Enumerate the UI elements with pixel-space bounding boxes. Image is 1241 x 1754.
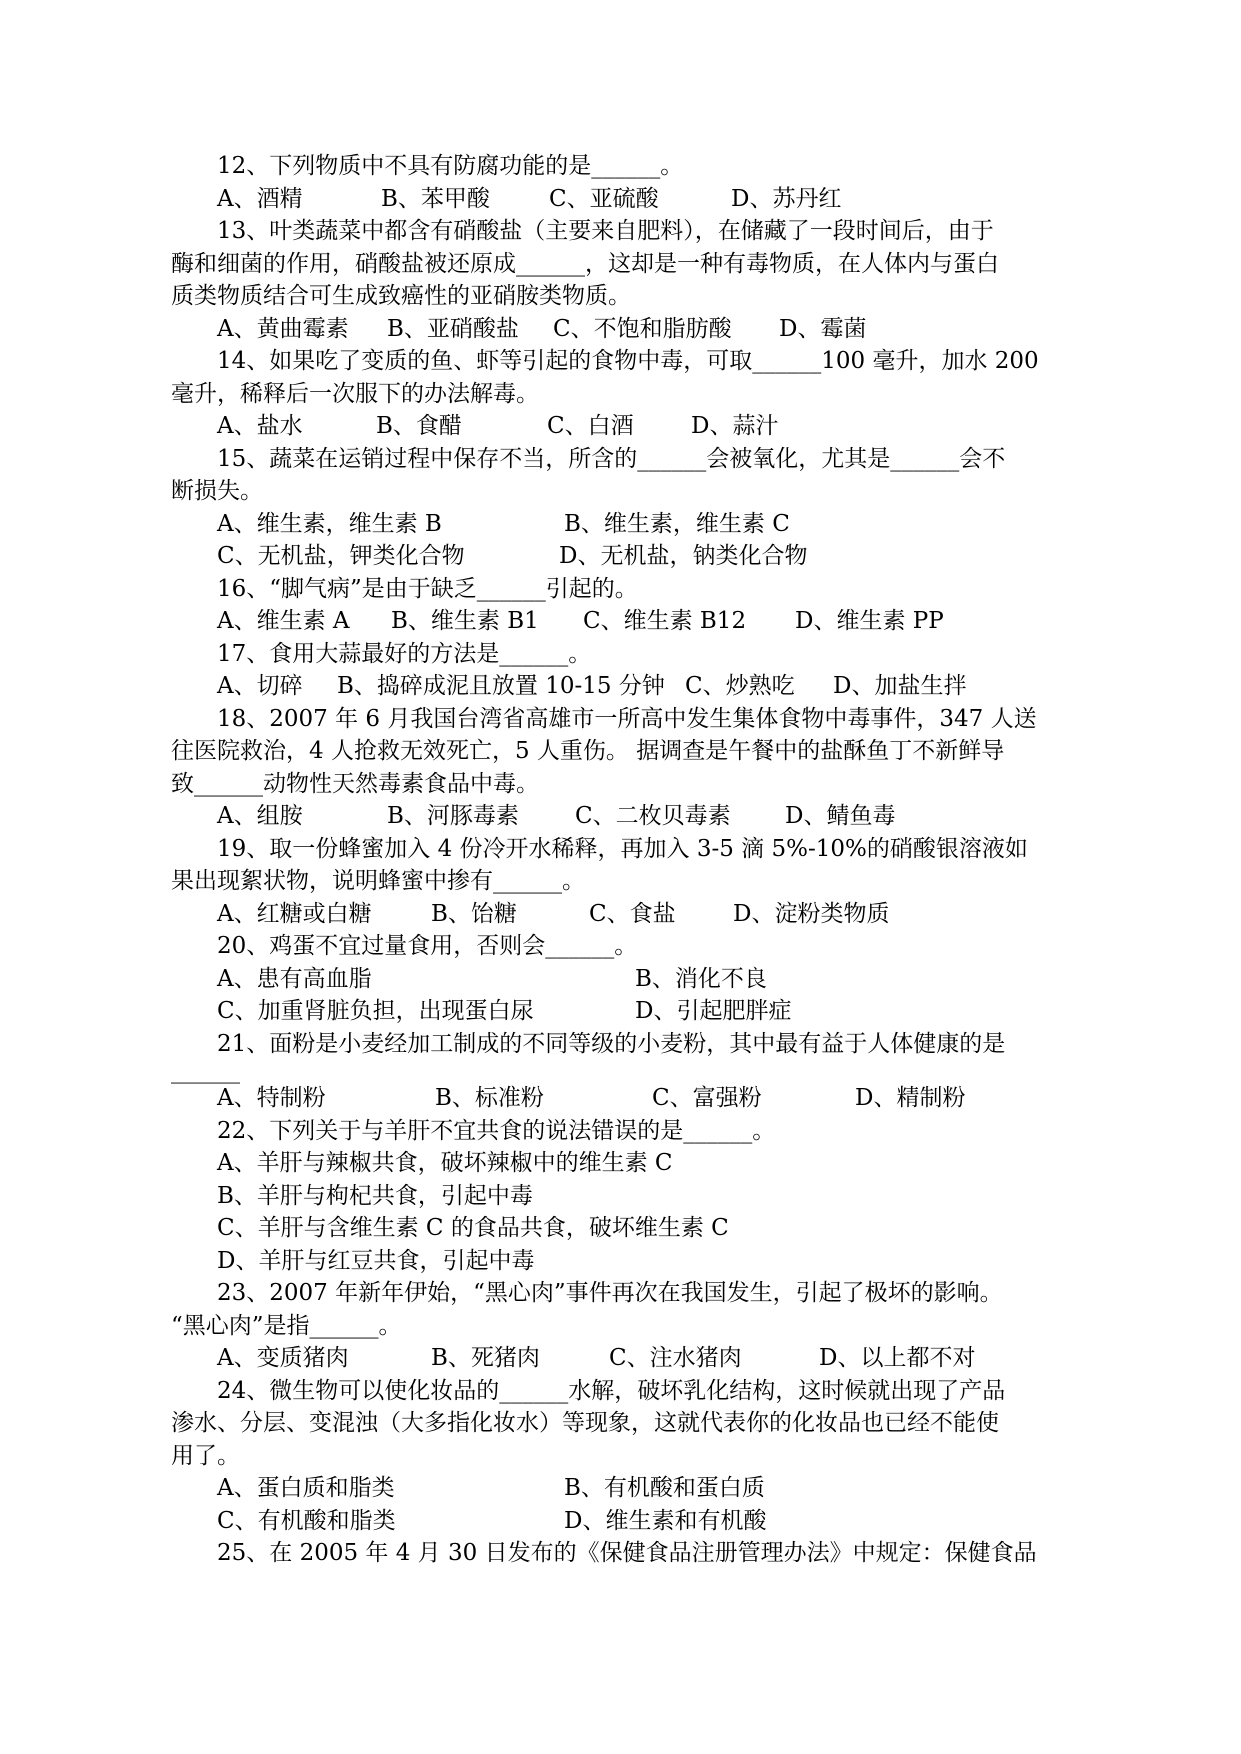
option-a: A、患有高血脂 xyxy=(217,965,372,992)
option-row xyxy=(171,605,1071,638)
option-row xyxy=(171,540,1071,573)
option-c: C、羊肝与含维生素 C 的食品共食，破坏维生素 C xyxy=(217,1215,729,1241)
question-stem-line: 16、“脚气病”是由于缺乏______引起的。 xyxy=(217,575,638,602)
option-b: B、死猪肉 xyxy=(431,1345,540,1371)
question-stem-line: 19、取一份蜂蜜加入 4 份冷开水稀释，再加入 3-5 滴 5%-10%的硝酸银溶液如 xyxy=(217,835,1028,862)
question-15 xyxy=(171,443,1071,573)
option-b: B、食醋 xyxy=(376,413,462,439)
option-row xyxy=(171,670,1071,703)
option-a: A、黄曲霉素 xyxy=(217,315,349,342)
option-d: D、淀粉类物质 xyxy=(733,900,890,927)
option-row xyxy=(171,508,1071,541)
option-d: D、精制粉 xyxy=(855,1085,966,1111)
question-16 xyxy=(171,573,1071,638)
option-a: A、盐水 xyxy=(217,413,303,439)
question-stem-line: 14、如果吃了变质的鱼、虾等引起的食物中毒，可取______100 毫升，加水 200 xyxy=(217,348,1039,374)
option-b: B、捣碎成泥且放置 10-15 分钟 xyxy=(337,673,665,699)
option-a: A、维生素 A xyxy=(217,608,350,634)
question-stem-line: 20、鸡蛋不宜过量食用，否则会______。 xyxy=(217,933,638,959)
option-row xyxy=(171,995,1071,1028)
option-row xyxy=(171,1505,1071,1538)
question-23 xyxy=(171,1277,1071,1375)
option-c: C、有机酸和脂类 xyxy=(217,1507,396,1534)
option-d: D、维生素 PP xyxy=(795,608,944,634)
option-c: C、维生素 B12 xyxy=(583,608,747,634)
option-row xyxy=(171,1342,1071,1375)
option-d: D、蒜汁 xyxy=(691,413,779,439)
option-c: C、食盐 xyxy=(589,900,676,927)
question-18 xyxy=(171,703,1071,833)
question-stem-line: 毫升，稀释后一次服下的办法解毒。 xyxy=(171,380,539,407)
option-a: A、蛋白质和脂类 xyxy=(217,1475,395,1501)
question-stem-line: 酶和细菌的作用，硝酸盐被还原成______，这却是一种有毒物质，在人体内与蛋白 xyxy=(171,250,999,277)
option-c: C、二枚贝毒素 xyxy=(575,803,731,829)
question-14 xyxy=(171,345,1071,443)
option-d: D、维生素和有机酸 xyxy=(564,1507,767,1534)
question-12 xyxy=(171,150,1071,215)
option-b: B、标准粉 xyxy=(435,1085,544,1111)
question-stem-line: 13、叶类蔬菜中都含有硝酸盐（主要来自肥料），在储藏了一段时间后，由于 xyxy=(217,218,994,244)
option-row xyxy=(171,800,1071,833)
question-stem-line: 果出现絮状物，说明蜂蜜中掺有______。 xyxy=(171,868,585,894)
option-b: B、亚硝酸盐 xyxy=(387,315,519,342)
question-17 xyxy=(171,638,1071,703)
option-b: B、有机酸和蛋白质 xyxy=(564,1475,765,1501)
option-a: A、维生素，维生素 B xyxy=(217,510,442,537)
question-stem-line: 质类物质结合可生成致癌性的亚硝胺类物质。 xyxy=(171,283,631,309)
question-stem-line: 25、在 2005 年 4 月 30 日发布的《保健食品注册管理办法》中规定：保健食品 xyxy=(217,1540,1037,1566)
option-c: C、白酒 xyxy=(547,413,634,439)
question-stem-line: “黑心肉”是指______。 xyxy=(171,1312,402,1339)
option-row xyxy=(171,410,1071,443)
option-c: C、加重肾脏负担，出现蛋白尿 xyxy=(217,998,534,1024)
question-stem-line: 18、2007 年 6 月我国台湾省高雄市一所高中发生集体食物中毒事件，347 人送 xyxy=(217,705,1037,732)
question-stem-line: 致______动物性天然毒素食品中毒。 xyxy=(171,770,539,797)
option-d: D、羊肝与红豆共食，引起中毒 xyxy=(217,1247,535,1274)
question-stem-line: 渗水、分层、变混浊（大多指化妆水）等现象，这就代表你的化妆品也已经不能使 xyxy=(171,1410,999,1436)
option-c: C、亚硫酸 xyxy=(549,185,659,212)
option-d: D、苏丹红 xyxy=(731,185,842,212)
option-d: D、鲭鱼毒 xyxy=(785,803,896,829)
option-row xyxy=(171,313,1071,346)
question-22 xyxy=(171,1115,1071,1278)
option-row xyxy=(171,898,1071,931)
option-c: C、无机盐，钾类化合物 xyxy=(217,543,465,569)
document-page xyxy=(171,150,1071,1570)
option-d: D、以上都不对 xyxy=(819,1345,976,1371)
option-b: B、维生素，维生素 C xyxy=(564,510,790,537)
option-b: B、维生素 B1 xyxy=(391,608,539,634)
option-d: D、霉菌 xyxy=(779,315,867,342)
option-a: A、切碎 xyxy=(217,673,303,699)
option-a: A、变质猪肉 xyxy=(217,1345,349,1371)
option-a: A、特制粉 xyxy=(217,1085,326,1111)
question-stem-line: 21、面粉是小麦经加工制成的不同等级的小麦粉，其中最有益于人体健康的是 xyxy=(217,1030,1006,1057)
question-13 xyxy=(171,215,1071,345)
option-d: D、引起肥胖症 xyxy=(635,998,792,1024)
option-a: A、红糖或白糖 xyxy=(217,900,372,927)
option-row xyxy=(171,1472,1071,1505)
question-stem-line: 24、微生物可以使化妆品的______水解，破坏乳化结构，这时候就出现了产品 xyxy=(217,1377,1006,1404)
option-d: D、无机盐，钠类化合物 xyxy=(559,543,808,569)
question-21 xyxy=(171,1028,1071,1115)
question-stem-line: 用了。 xyxy=(171,1442,240,1469)
option-d: D、加盐生拌 xyxy=(833,673,967,699)
option-a: A、羊肝与辣椒共食，破坏辣椒中的维生素 C xyxy=(217,1150,673,1176)
option-row xyxy=(171,183,1071,216)
question-stem-line: 12、下列物质中不具有防腐功能的是______。 xyxy=(217,153,684,179)
question-stem-line: 17、食用大蒜最好的方法是______。 xyxy=(217,640,592,667)
option-c: C、富强粉 xyxy=(652,1085,762,1111)
question-stem-line: 22、下列关于与羊肝不宜共食的说法错误的是______。 xyxy=(217,1117,776,1144)
option-a: A、酒精 xyxy=(217,185,303,212)
option-c: C、炒熟吃 xyxy=(685,673,795,699)
option-b: B、河豚毒素 xyxy=(387,803,519,829)
option-c: C、注水猪肉 xyxy=(609,1345,742,1371)
option-c: C、不饱和脂肪酸 xyxy=(553,315,732,342)
question-24 xyxy=(171,1375,1071,1538)
question-stem-line: 往医院救治，4 人抢救无效死亡，5 人重伤。 据调查是午餐中的盐酥鱼丁不新鲜导 xyxy=(171,738,1005,764)
question-25 xyxy=(171,1537,1071,1570)
question-stem-line: 23、2007 年新年伊始，“黑心肉”事件再次在我国发生，引起了极坏的影响。 xyxy=(217,1280,1003,1306)
option-row xyxy=(171,963,1071,996)
option-row xyxy=(171,1082,1071,1115)
option-b: B、饴糖 xyxy=(431,900,517,927)
question-stem-line: ______ xyxy=(171,1058,240,1084)
option-b: B、苯甲酸 xyxy=(381,185,490,212)
option-b: B、羊肝与枸杞共食，引起中毒 xyxy=(217,1182,533,1209)
question-stem-line: 15、蔬菜在运销过程中保存不当，所含的______会被氧化，尤其是______会不 xyxy=(217,445,1006,472)
question-19 xyxy=(171,833,1071,931)
option-b: B、消化不良 xyxy=(635,965,767,992)
option-a: A、组胺 xyxy=(217,803,303,829)
question-stem-line: 断损失。 xyxy=(171,478,263,504)
question-20 xyxy=(171,930,1071,1028)
